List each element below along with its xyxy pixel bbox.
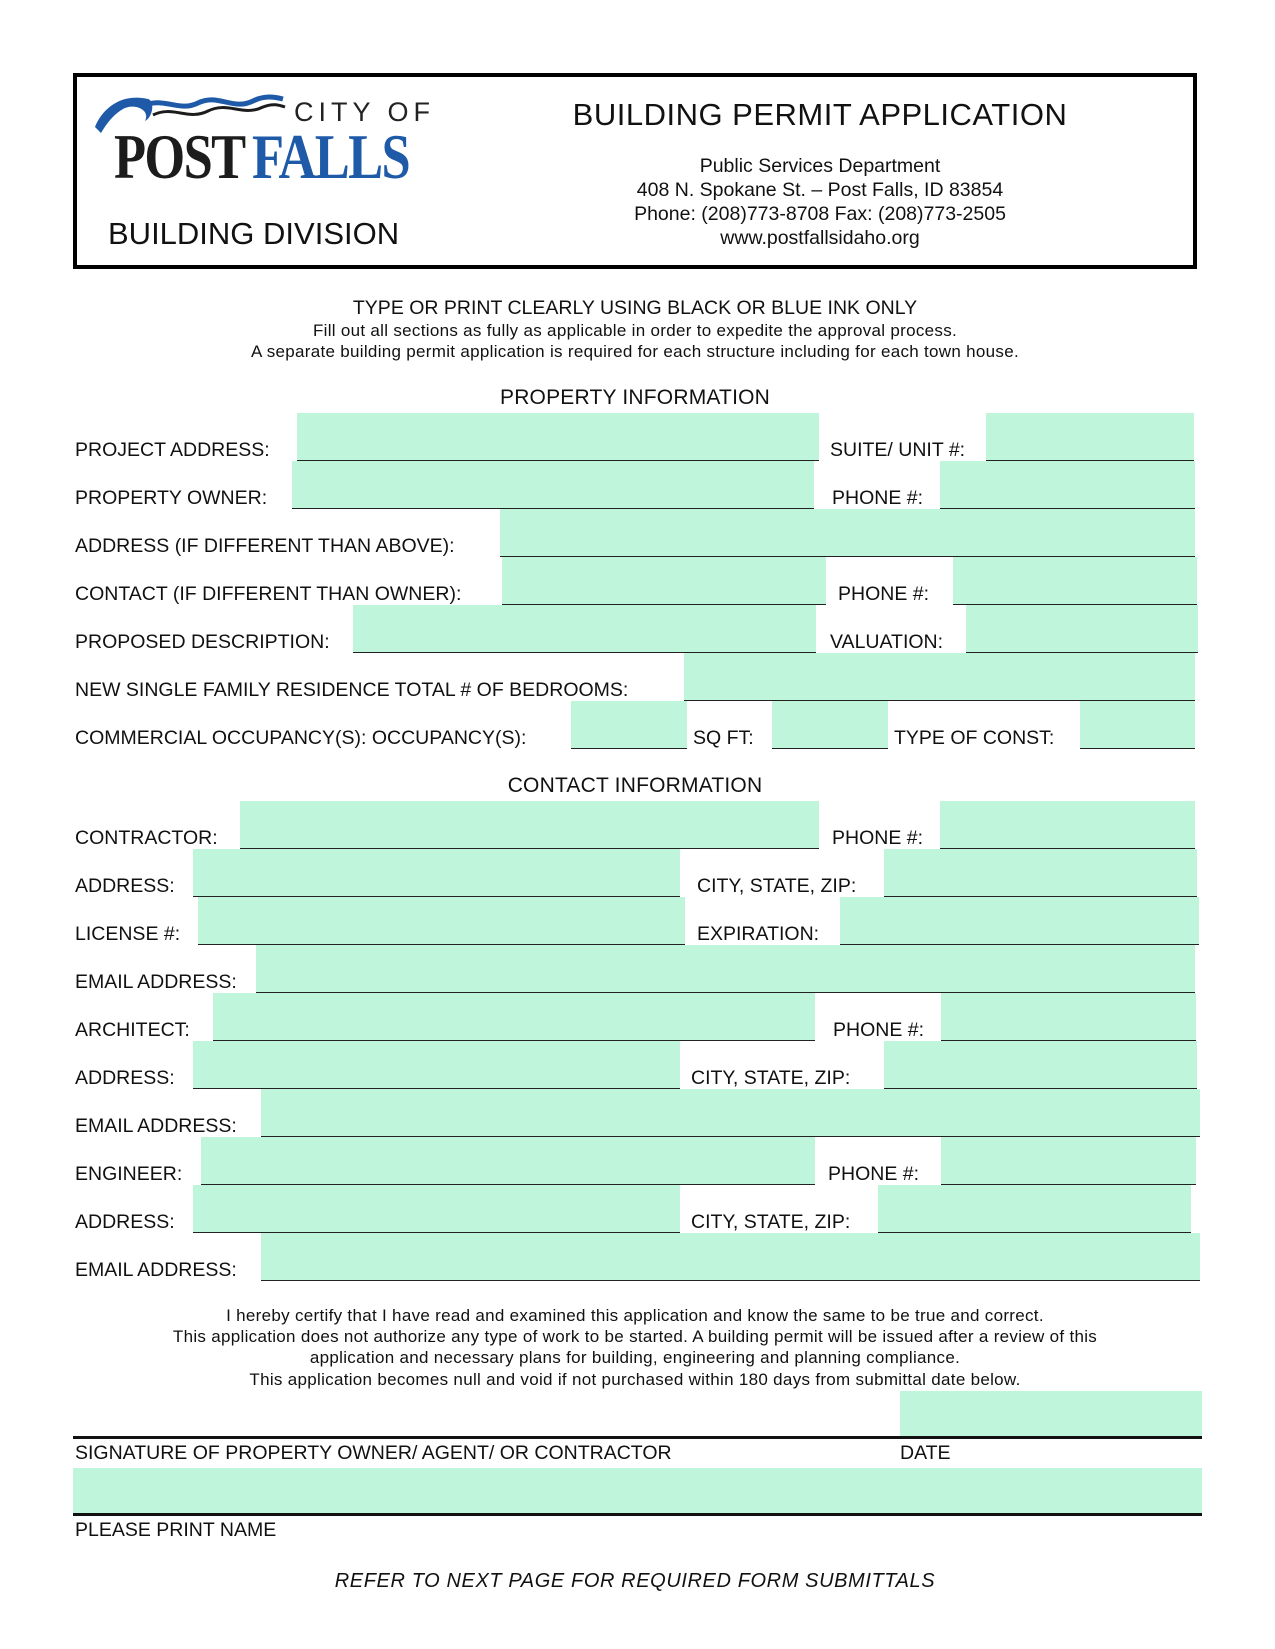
valuation-field[interactable] bbox=[966, 605, 1198, 653]
certification-line-4: This application becomes null and void if not purchased within 180 days from submittal date below. bbox=[249, 1370, 1021, 1389]
logo-post: POST bbox=[114, 121, 245, 192]
expiration-field[interactable] bbox=[840, 897, 1199, 945]
engineer-label: ENGINEER: bbox=[75, 1163, 183, 1185]
contractor-city-label: CITY, STATE, ZIP: bbox=[697, 875, 857, 897]
license-field[interactable] bbox=[198, 897, 685, 945]
architect-email-label: EMAIL ADDRESS: bbox=[75, 1115, 237, 1137]
contractor-email-field[interactable] bbox=[256, 945, 1195, 993]
owner-phone-field[interactable] bbox=[940, 461, 1195, 509]
department-address: 408 N. Spokane St. – Post Falls, ID 83854 bbox=[636, 179, 1004, 201]
department-name: Public Services Department bbox=[699, 155, 941, 177]
architect-phone-label: PHONE #: bbox=[833, 1019, 925, 1041]
architect-field[interactable] bbox=[213, 993, 815, 1041]
architect-address-field[interactable] bbox=[193, 1041, 680, 1089]
owner-phone-label: PHONE #: bbox=[832, 487, 924, 509]
project-address-field[interactable] bbox=[297, 413, 819, 461]
valuation-label: VALUATION: bbox=[830, 631, 944, 653]
architect-label: ARCHITECT: bbox=[75, 1019, 190, 1041]
engineer-phone-field[interactable] bbox=[941, 1137, 1196, 1185]
page-title: BUILDING PERMIT APPLICATION bbox=[572, 97, 1068, 132]
contractor-phone-field[interactable] bbox=[940, 801, 1195, 849]
alt-address-field[interactable] bbox=[500, 509, 1195, 557]
engineer-address-label: ADDRESS: bbox=[75, 1211, 175, 1233]
engineer-city-label: CITY, STATE, ZIP: bbox=[691, 1211, 851, 1233]
instructions-main: TYPE OR PRINT CLEARLY USING BLACK OR BLUE INK ONLY bbox=[352, 297, 918, 319]
contractor-email-label: EMAIL ADDRESS: bbox=[75, 971, 237, 993]
property-section-heading: PROPERTY INFORMATION bbox=[499, 386, 771, 409]
logo-city-of: CITY OF bbox=[294, 97, 436, 127]
date-label: DATE bbox=[900, 1442, 951, 1464]
alt-contact-field[interactable] bbox=[502, 557, 826, 605]
signature-line bbox=[73, 1436, 1202, 1439]
print-name-label: PLEASE PRINT NAME bbox=[75, 1519, 277, 1541]
refer-next-page-note: REFER TO NEXT PAGE FOR REQUIRED FORM SUBMITTALS bbox=[334, 1570, 936, 1592]
commercial-occupancy-label: COMMERCIAL OCCUPANCY(S): OCCUPANCY(S): bbox=[75, 727, 527, 749]
signature-label: SIGNATURE OF PROPERTY OWNER/ AGENT/ OR CONTRACTOR bbox=[75, 1442, 672, 1464]
property-owner-field[interactable] bbox=[292, 461, 814, 509]
sq-ft-field[interactable] bbox=[772, 701, 888, 749]
print-name-line bbox=[73, 1513, 1202, 1516]
proposed-description-field[interactable] bbox=[353, 605, 816, 653]
certification-line-2: This application does not authorize any type of work to be started. A building permit will be issued after a review of this bbox=[172, 1327, 1098, 1346]
division-title: BUILDING DIVISION bbox=[108, 216, 400, 251]
contractor-address-label: ADDRESS: bbox=[75, 875, 175, 897]
engineer-email-field[interactable] bbox=[261, 1233, 1200, 1281]
alt-address-label: ADDRESS (IF DIFFERENT THAN ABOVE): bbox=[75, 535, 455, 557]
type-of-const-field[interactable] bbox=[1080, 701, 1195, 749]
architect-city-field[interactable] bbox=[884, 1041, 1197, 1089]
project-address-label: PROJECT ADDRESS: bbox=[75, 439, 270, 461]
engineer-phone-label: PHONE #: bbox=[828, 1163, 920, 1185]
date-field[interactable] bbox=[900, 1391, 1202, 1436]
suite-unit-label: SUITE/ UNIT #: bbox=[830, 439, 966, 461]
alt-contact-label: CONTACT (IF DIFFERENT THAN OWNER): bbox=[75, 583, 462, 605]
expiration-label: EXPIRATION: bbox=[697, 923, 820, 945]
architect-city-label: CITY, STATE, ZIP: bbox=[691, 1067, 851, 1089]
department-website[interactable]: www.postfallsidaho.org bbox=[720, 227, 920, 249]
sq-ft-label: SQ FT: bbox=[693, 727, 754, 749]
instructions-line-2: Fill out all sections as fully as applicable in order to expedite the approval process. bbox=[312, 321, 958, 340]
certification-line-3: application and necessary plans for building, engineering and planning compliance. bbox=[309, 1348, 961, 1367]
contractor-field[interactable] bbox=[240, 801, 819, 849]
architect-phone-field[interactable] bbox=[941, 993, 1196, 1041]
architect-address-label: ADDRESS: bbox=[75, 1067, 175, 1089]
engineer-email-label: EMAIL ADDRESS: bbox=[75, 1259, 237, 1281]
contractor-label: CONTRACTOR: bbox=[75, 827, 218, 849]
engineer-field[interactable] bbox=[201, 1137, 815, 1185]
contact-phone-label: PHONE #: bbox=[838, 583, 930, 605]
contact-phone-field[interactable] bbox=[953, 557, 1197, 605]
property-owner-label: PROPERTY OWNER: bbox=[75, 487, 268, 509]
engineer-address-field[interactable] bbox=[193, 1185, 680, 1233]
type-of-const-label: TYPE OF CONST: bbox=[894, 727, 1055, 749]
occupancy-field[interactable] bbox=[571, 701, 687, 749]
logo-falls: FALLS bbox=[252, 121, 410, 192]
contact-section-heading: CONTACT INFORMATION bbox=[507, 774, 763, 797]
print-name-field[interactable] bbox=[73, 1468, 1202, 1513]
architect-email-field[interactable] bbox=[261, 1089, 1200, 1137]
contractor-phone-label: PHONE #: bbox=[832, 827, 924, 849]
certification-line-1: I hereby certify that I have read and examined this application and know the same to be true and correct. bbox=[226, 1306, 1044, 1325]
bedrooms-field[interactable] bbox=[684, 653, 1195, 701]
proposed-description-label: PROPOSED DESCRIPTION: bbox=[75, 631, 330, 653]
license-label: LICENSE #: bbox=[75, 923, 181, 945]
engineer-city-field[interactable] bbox=[878, 1185, 1191, 1233]
bedrooms-label: NEW SINGLE FAMILY RESIDENCE TOTAL # OF BEDROOMS: bbox=[75, 679, 629, 701]
department-phone-fax: Phone: (208)773-8708 Fax: (208)773-2505 bbox=[634, 203, 1006, 225]
contractor-city-field[interactable] bbox=[884, 849, 1197, 897]
suite-unit-field[interactable] bbox=[986, 413, 1194, 461]
instructions-line-3: A separate building permit application is required for each structure including for each town house. bbox=[250, 342, 1020, 361]
contractor-address-field[interactable] bbox=[193, 849, 680, 897]
